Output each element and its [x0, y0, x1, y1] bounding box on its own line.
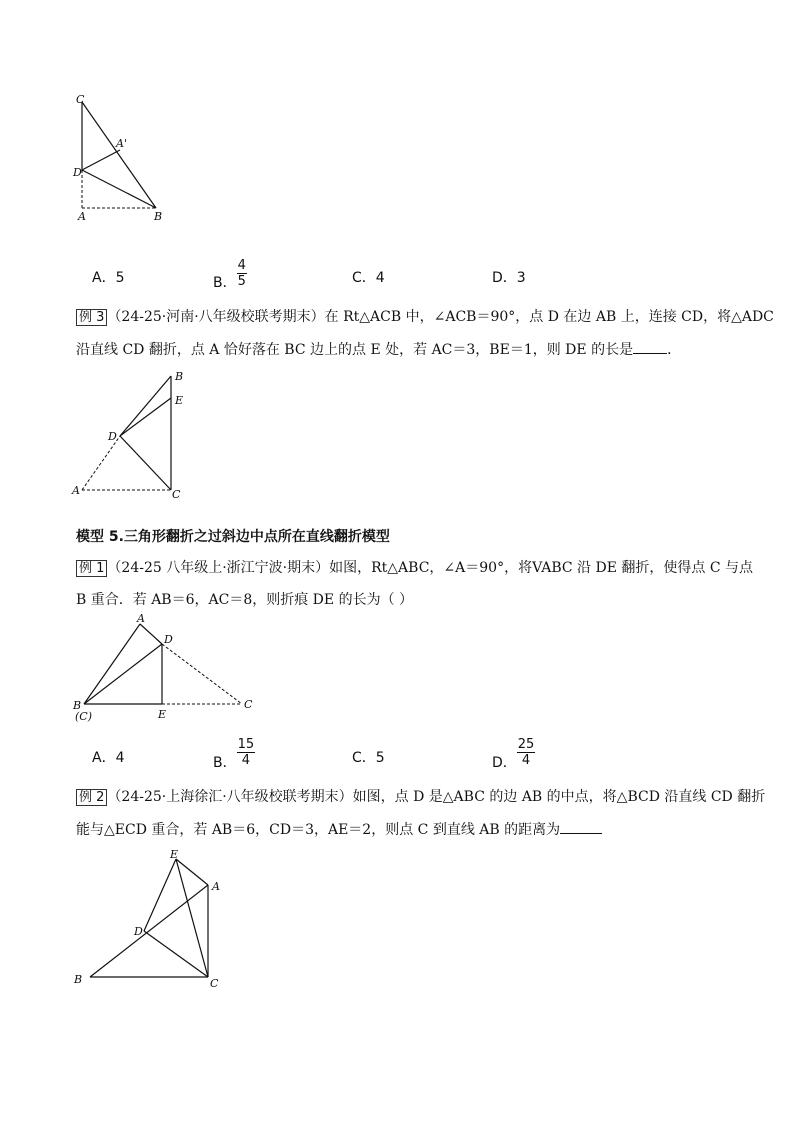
fig2-label-E: E — [175, 394, 184, 407]
fig3-label-D: D — [164, 633, 173, 646]
option-d-2[interactable]: D． $\frac{25}{4}$ — [492, 737, 535, 771]
option-c-2[interactable]: C．5 — [352, 750, 385, 766]
figure-1 — [70, 90, 180, 230]
fig3-label-A: A — [137, 612, 145, 625]
fig4-label-D: D — [134, 925, 143, 938]
figure-3 — [70, 612, 270, 724]
fig1-label-A: A — [78, 210, 86, 223]
figure-2 — [70, 366, 200, 506]
example-3-line-1: 例 3 （24-25·河南·八年级校联考期末）在 Rt△ACB 中，∠ACB＝90°，点 D 在边 AB 上，连接 CD，将△ADC — [76, 307, 774, 328]
fig1-label-B: B — [154, 210, 163, 223]
answer-blank-2[interactable] — [560, 833, 602, 834]
fig3-label-E: E — [158, 708, 167, 721]
options-row-1 — [92, 258, 592, 294]
fig4-label-E: E — [170, 848, 179, 861]
fig2-label-D: D — [108, 430, 117, 443]
option-b-2[interactable]: B． $\frac{15}{4}$ — [213, 737, 255, 771]
fig2-label-B: B — [175, 370, 184, 383]
answer-blank[interactable] — [633, 353, 667, 354]
option-d[interactable]: D．3 — [492, 270, 526, 286]
option-a-2[interactable]: A．4 — [92, 750, 125, 766]
fig4-label-C: C — [210, 977, 219, 990]
fig3-label-C: C — [244, 698, 253, 711]
example-2-tag: 例 2 — [76, 789, 107, 806]
figure-4 — [70, 845, 240, 995]
option-c[interactable]: C．4 — [352, 270, 385, 286]
fig4-label-B: B — [74, 973, 83, 986]
fig1-label-C: C — [76, 93, 85, 106]
fig3-label-B: B — [73, 699, 82, 712]
example-2-line-1: 例 2 （24-25·上海徐汇·八年级校联考期末）如图，点 D 是△ABC 的边 AB 的中点，将△BCD 沿直线 CD 翻折 — [76, 787, 765, 808]
fig2-label-A: A — [72, 484, 80, 497]
fig1-label-D: D — [73, 166, 82, 179]
fig4-label-A: A — [212, 880, 220, 893]
options-row-2 — [92, 737, 592, 773]
fig2-label-C: C — [172, 488, 181, 501]
example-3-tag: 例 3 — [76, 309, 107, 326]
option-a[interactable]: A．5 — [92, 270, 125, 286]
example-1-line-1: 例 1 （24-25 八年级上·浙江宁波·期末）如图，Rt△ABC，∠A＝90°，将VABC 沿 DE 翻折，使得点 C 与点 — [76, 558, 753, 579]
model-5-heading: 模型 5.三角形翻折之过斜边中点所在直线翻折模型 — [76, 529, 390, 545]
example-2-line-2: 能与△ECD 重合，若 AB＝6，CD＝3，AE＝2，则点 C 到直线 AB 的距离为 — [76, 820, 602, 840]
example-3-line-2: 沿直线 CD 翻折，点 A 恰好落在 BC 边上的点 E 处，若 AC＝3，BE＝1，则 DE 的长是 ． — [76, 342, 682, 358]
fig1-label-A1: A' — [116, 137, 127, 150]
fig3-label-Cp: (C) — [75, 710, 92, 723]
example-1-line-2: B 重合．若 AB＝6，AC＝8，则折痕 DE 的长为（ ） — [76, 592, 414, 608]
example-1-tag: 例 1 — [76, 560, 107, 577]
option-b[interactable]: B． $\frac{4}{5}$ — [213, 258, 246, 291]
